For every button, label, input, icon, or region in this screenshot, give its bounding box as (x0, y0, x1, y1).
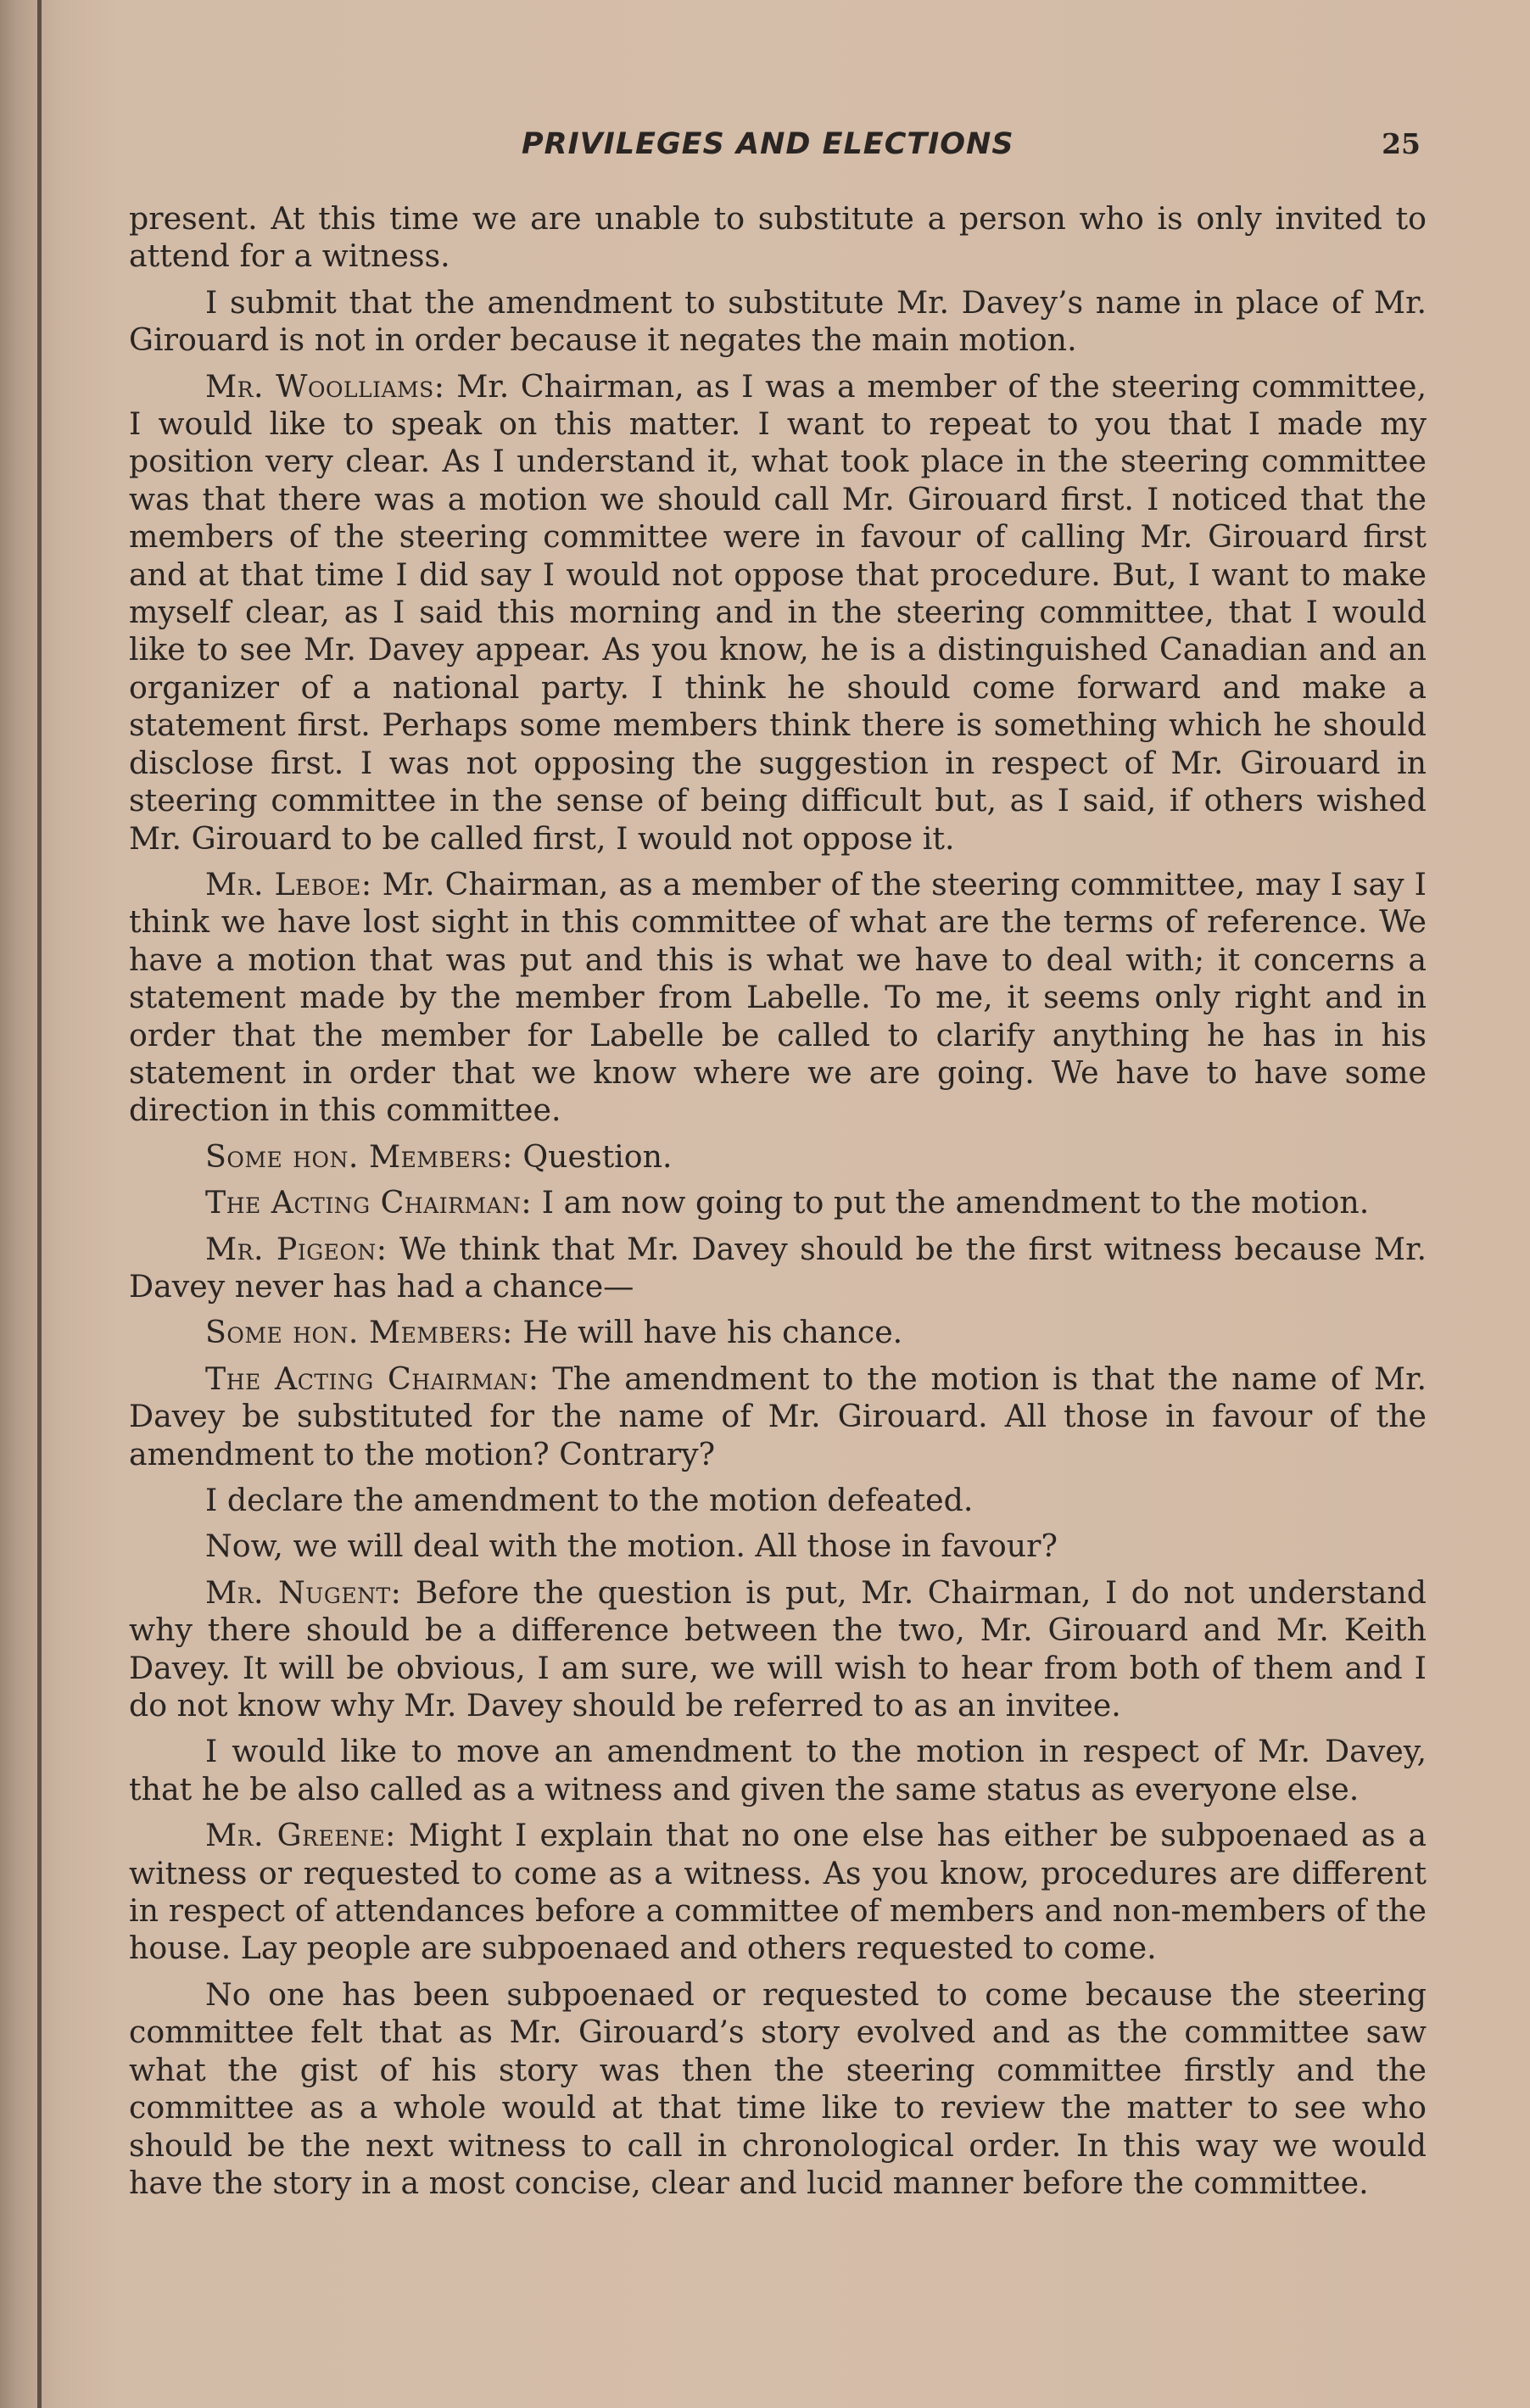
speaker-name: The Acting Chairman: (205, 1360, 539, 1397)
paragraph (129, 1574, 1427, 1725)
book-gutter-line (37, 0, 42, 2408)
paragraph (129, 368, 1427, 858)
speaker-name: Some hon. Members: (205, 1314, 513, 1351)
paragraph-text: Now, we will deal with the motion. All those in favour? (205, 1528, 1058, 1565)
paragraph-text: I would like to move an amendment to the motion in respect of Mr. Davey, that he be also called as a witness and given the same status as everyone else. (129, 1733, 1427, 1807)
speaker-name: Mr. Pigeon: (205, 1230, 388, 1267)
speaker-name: Mr. Woolliams: (205, 367, 445, 405)
paragraph (129, 1528, 1427, 1565)
page-number: 25 (1382, 127, 1421, 160)
running-header (136, 127, 1421, 170)
paragraph (129, 200, 1427, 276)
speaker-name: Mr. Nugent: (205, 1573, 402, 1611)
paragraph (129, 1314, 1427, 1351)
paragraph (129, 1733, 1427, 1808)
paragraph-text: The amendment to the motion is that the name of Mr. Davey be substituted for the name of Mr. Girouard. All those in favour of the amendment to the motion? Contrary? (129, 1360, 1427, 1472)
body-text (129, 200, 1427, 2210)
speaker-name: Mr. Leboe: (205, 865, 372, 902)
paragraph-text: No one has been subpoenaed or requested to come because the steering committee felt that as Mr. Girouard’s story evolved and as the committee saw what the gist of his story was then the steering committee firstly and the committee as a whole would at that time like to review the matter to see who should be the next witness to call in chronological order. In this way we would have the story in a most concise, clear and lucid manner before the committee. (129, 1975, 1427, 2201)
paragraph-text: I submit that the amendment to substitute Mr. Davey’s name in place of Mr. Girouard is not in order because it negates the main motion. (129, 283, 1427, 359)
paragraph (129, 1138, 1427, 1176)
paragraph (129, 1231, 1427, 1306)
paragraph (129, 1976, 1427, 2202)
paragraph-text: Question. (522, 1137, 673, 1175)
speaker-name: Mr. Greene: (205, 1817, 396, 1854)
speaker-name: Some hon. Members: (205, 1137, 513, 1175)
paragraph-text: We think that Mr. Davey should be the first witness because Mr. Davey never has had a chance— (129, 1230, 1427, 1305)
paragraph-text: present. At this time we are unable to substitute a person who is only invited to attend for a witness. (129, 200, 1427, 275)
paragraph (129, 1360, 1427, 1473)
paragraph-text: Might I explain that no one else has either be subpoenaed as a witness or requested to come as a witness. As you know, procedures are different in respect of attendances before a committee of members and non-members of the house. Lay people are subpoenaed and others requested to come. (129, 1817, 1427, 1967)
paragraph (129, 866, 1427, 1130)
paragraph (129, 1817, 1427, 1968)
paragraph-text: He will have his chance. (522, 1314, 903, 1351)
running-title: PRIVILEGES AND ELECTIONS (522, 127, 1014, 161)
paragraph-text: I am now going to put the amendment to the motion. (541, 1184, 1370, 1221)
paragraph-text: Mr. Chairman, as a member of the steering committee, may I say I think we have lost sight in this committee of what are the terms of reference. We have a motion that was put and this is what we have to deal with; it concerns a statement made by the member from Labelle. To me, it seems only right and in order that the member for Labelle be called to clarify anything he has in his statement in order that we know where we are going. We have to have some direction in this committee. (129, 865, 1427, 1129)
paragraph-text: Before the question is put, Mr. Chairman, I do not understand why there should be a difference between the two, Mr. Girouard and Mr. Keith Davey. It will be obvious, I am sure, we will wish to hear from both of them and I do not know why Mr. Davey should be referred to as an invitee. (129, 1573, 1427, 1724)
paragraph (129, 1482, 1427, 1519)
paragraph-text: I declare the amendment to the motion defeated. (205, 1482, 974, 1518)
speaker-name: The Acting Chairman: (205, 1184, 533, 1221)
paragraph (129, 1184, 1427, 1221)
book-spine-shadow (0, 0, 59, 2408)
paragraph-text: Mr. Chairman, as I was a member of the steering committee, I would like to speak on this matter. I want to repeat to you that I made my position very clear. As I understand it, what took place in the steering committee was that there was a motion we should call Mr. Girouard first. I noticed that the members of the steering committee were in favour of calling Mr. Girouard first and at that time I did say I would not oppose that procedure. But, I want to make myself clear, as I said this morning and in the steering committee, that I would like to see Mr. Davey appear. As you know, he is a distinguished Canadian and an organizer of a national party. I think he should come forward and make a statement first. Perhaps some members think there is something which he should disclose first. I was not opposing the suggestion in respect of Mr. Girouard in steering committee in the sense of being difficult but, as I said, if others wished Mr. Girouard to be called first, I would not oppose it. (129, 367, 1427, 857)
paragraph (129, 284, 1427, 360)
